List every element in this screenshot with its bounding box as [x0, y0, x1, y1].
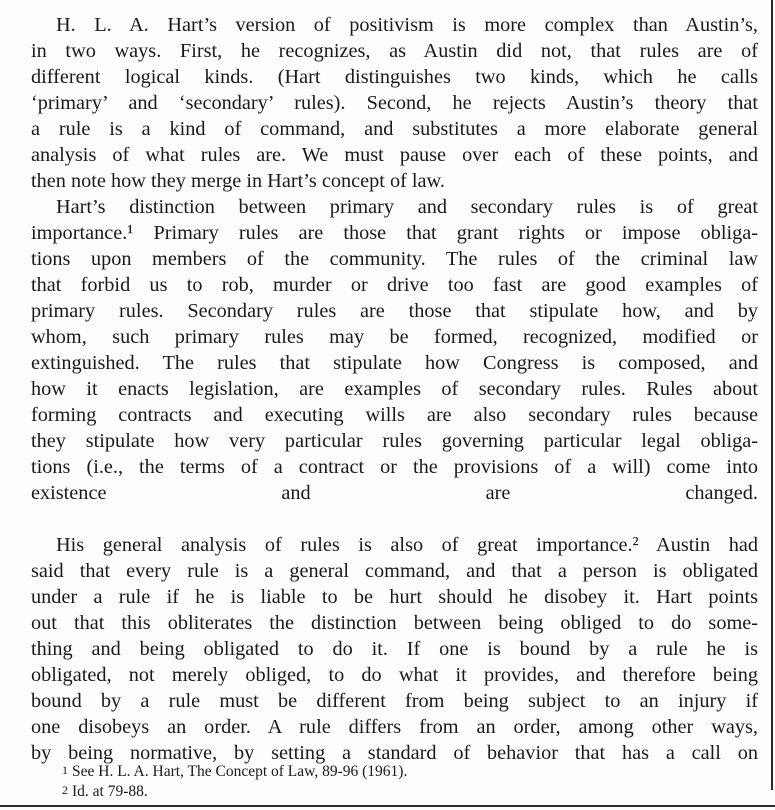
text-line: out that this obliterates the distinction between being obliged to do some- [31, 612, 758, 634]
text-line: importance.¹ Primary rules are those that grant rights or impose obliga- [31, 222, 758, 244]
body-text [31, 12, 758, 766]
text-line: thing and being obligated to do it. If one is bound by a rule he is [31, 638, 758, 660]
footnote-mark: 2 [62, 783, 68, 797]
text-line: Hart’s distinction between primary and secondary rules is of great [56, 196, 758, 218]
text-line: one disobeys an order. A rule differs from an order, among other ways, [31, 716, 758, 738]
text-line: analysis of what rules are. We must pause over each of these points, and [31, 144, 758, 166]
page-edge-bottom [0, 805, 775, 807]
footnote-1 [62, 760, 752, 780]
text-line: said that every rule is a general command, and that a person is obligated [31, 560, 758, 582]
paragraph-1 [31, 12, 758, 194]
text-line [31, 506, 758, 532]
text-line: existence and are changed. [31, 482, 758, 504]
text-line: different logical kinds. (Hart distinguishes two kinds, which he calls [31, 66, 758, 88]
footnote-text: See H. L. A. Hart, The Concept of Law, 89-96 (1961). [72, 763, 408, 780]
text-line: obligated, not merely obliged, to do what it provides, and therefore being [31, 664, 758, 686]
page-edge-right [771, 0, 773, 790]
text-line: forming contracts and executing wills are also secondary rules because [31, 404, 758, 426]
footnotes [62, 760, 752, 800]
text-line: in two ways. First, he recognizes, as Austin did not, that rules are of [31, 40, 758, 62]
text-line: by being normative, by setting a standard of behavior that has a call on [31, 742, 758, 764]
text-line: whom, such primary rules may be formed, recognized, modified or [31, 326, 758, 348]
text-line: ‘primary’ and ‘secondary’ rules). Second, he rejects Austin’s theory that [31, 92, 758, 114]
text-line: extinguished. The rules that stipulate how Congress is composed, and [31, 352, 758, 374]
text-line: H. L. A. Hart’s version of positivism is more complex than Austin’s, [56, 14, 758, 36]
footnote-2 [62, 780, 752, 800]
text-line: bound by a rule must be different from being subject to an injury if [31, 690, 758, 712]
paragraph-3 [31, 532, 758, 766]
text-line: then note how they merge in Hart’s concept of law. [31, 170, 445, 192]
text-line: primary rules. Secondary rules are those that stipulate how, and by [31, 300, 758, 322]
footnote-mark: 1 [62, 763, 68, 777]
footnote-text: Id. at 79-88. [72, 783, 148, 800]
text-line: they stipulate how very particular rules governing particular legal obliga- [31, 430, 758, 452]
text-line: His general analysis of rules is also of great importance.² Austin had [56, 534, 758, 556]
text-line: a rule is a kind of command, and substitutes a more elaborate general [31, 118, 758, 140]
text-line: that forbid us to rob, murder or drive too fast are good examples of [31, 274, 758, 296]
text-line: tions upon members of the community. The rules of the criminal law [31, 248, 758, 270]
paragraph-2 [31, 194, 758, 532]
text-line: tions (i.e., the terms of a contract or the provisions of a will) come into [31, 456, 758, 478]
text-line: how it enacts legislation, are examples of secondary rules. Rules about [31, 378, 758, 400]
text-line: under a rule if he is liable to be hurt should he disobey it. Hart points [31, 586, 758, 608]
